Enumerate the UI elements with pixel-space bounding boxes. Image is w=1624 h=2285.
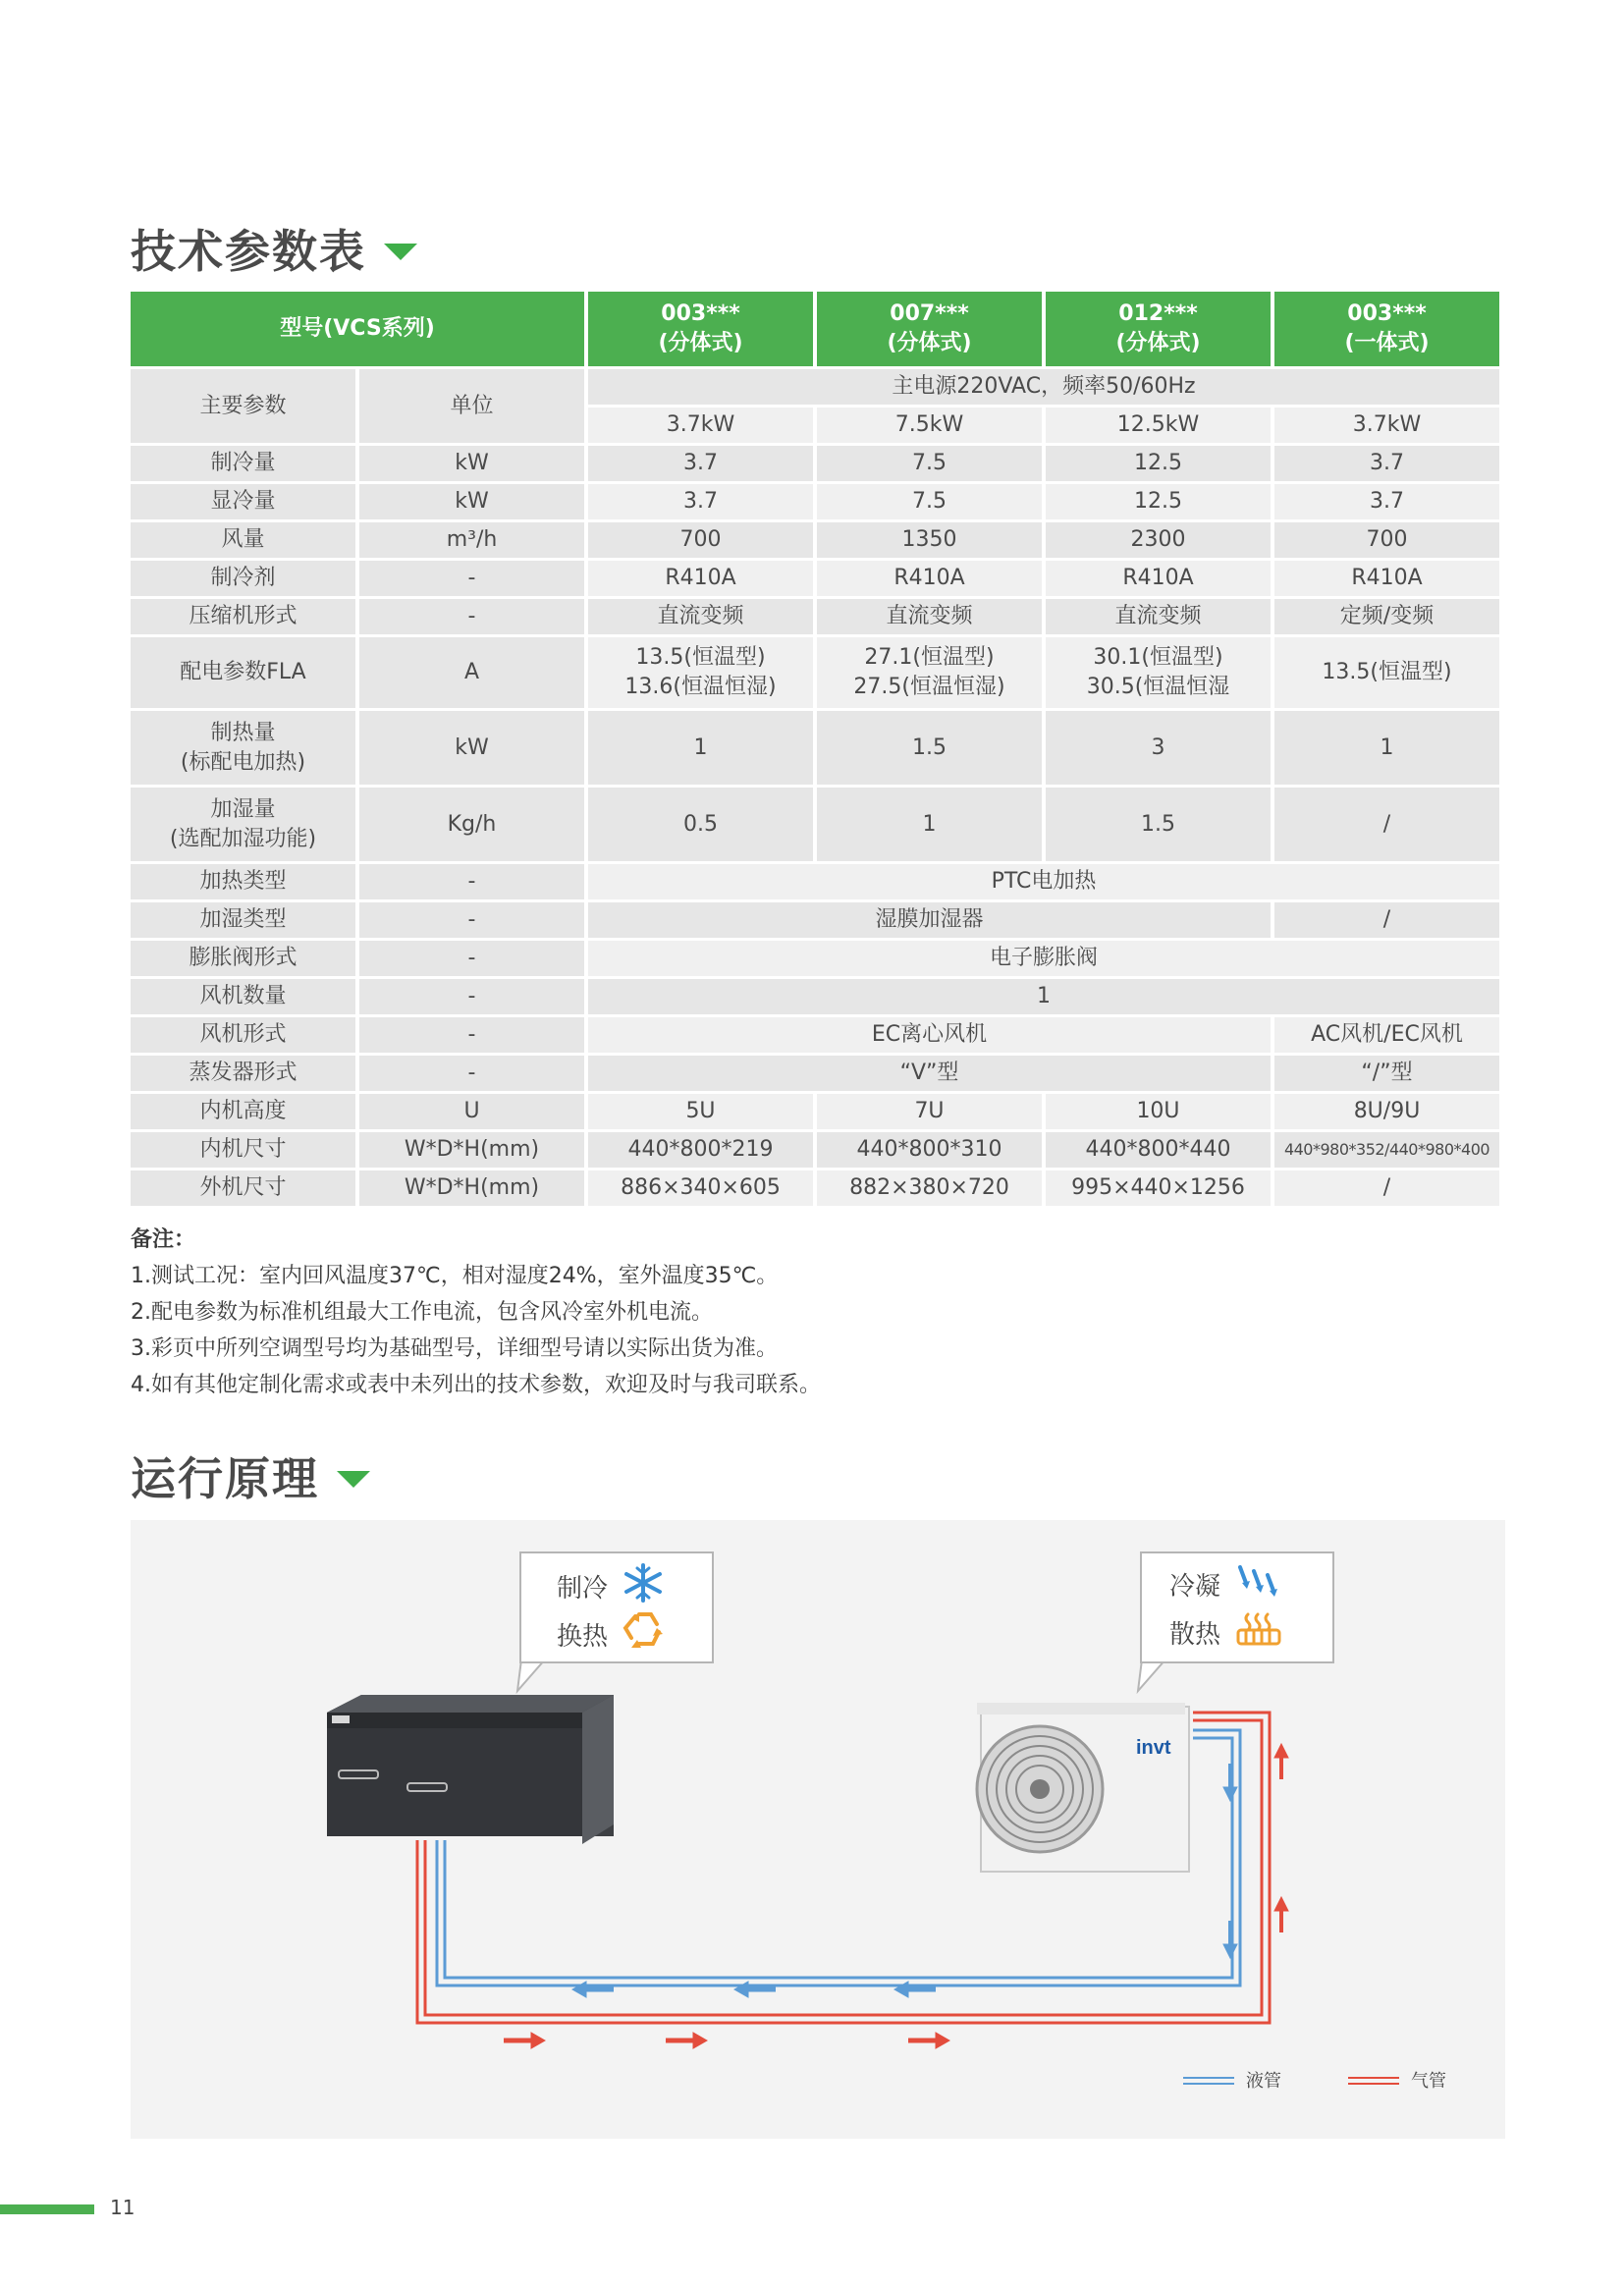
page-number: 11	[110, 2196, 135, 2219]
snowflake-icon	[622, 1563, 665, 1609]
table-cell: 440*980*352/440*980*400	[1274, 1132, 1499, 1168]
callout-pointer	[517, 1659, 545, 1691]
table-cell: 7.5	[817, 446, 1042, 481]
label-line: (选配加湿功能)	[169, 826, 317, 851]
section-title-principle-text: 运行原理	[131, 1452, 319, 1505]
table-cell: 886×340×605	[588, 1170, 813, 1206]
indoor-unit	[327, 1695, 614, 1844]
table-cell: 440*800*310	[817, 1132, 1042, 1168]
cell-line: 30.1(恒温型)	[1093, 645, 1223, 670]
label-line: 加湿量	[210, 796, 276, 822]
spec-table	[127, 289, 1503, 1209]
table-row	[131, 1056, 1499, 1091]
col-code: 007***	[890, 301, 969, 326]
table-cell: 1	[817, 788, 1042, 861]
row-unit: kW	[359, 711, 584, 785]
table-row	[131, 864, 1499, 899]
legend-liquid-label: 液管	[1246, 2071, 1281, 2092]
col-header-3	[1046, 292, 1271, 366]
cell-line: 30.5(恒温恒湿	[1086, 675, 1230, 699]
row-label: 显冷量	[131, 484, 355, 519]
row-unit: W*D*H(mm)	[359, 1132, 584, 1168]
row-unit: -	[359, 864, 584, 899]
row-label: 风机形式	[131, 1017, 355, 1053]
notes-title: 备注：	[131, 1227, 196, 1252]
table-row	[131, 561, 1499, 596]
footer-accent-bar	[0, 2204, 94, 2214]
row-unit: -	[359, 1017, 584, 1053]
table-cell: 882×380×720	[817, 1170, 1042, 1206]
table-row	[131, 788, 1499, 861]
table-cell: 0.5	[588, 788, 813, 861]
table-cell: “/”型	[1274, 1056, 1499, 1091]
note-item: 3.彩页中所列空调型号均为基础型号，详细型号请以实际出货为准。	[131, 1336, 778, 1361]
callout-label: 换热	[557, 1622, 609, 1652]
table-cell: 700	[588, 522, 813, 558]
table-header-row	[131, 292, 1499, 366]
table-cell: 直流变频	[1046, 599, 1271, 634]
table-row	[131, 902, 1499, 938]
outdoor-callout	[1140, 1551, 1334, 1663]
row-unit: m³/h	[359, 522, 584, 558]
indoor-callout	[519, 1551, 714, 1663]
callout-label: 冷凝	[1169, 1572, 1221, 1602]
table-cell: 电子膨胀阀	[588, 941, 1499, 976]
table-cell: EC离心风机	[588, 1017, 1271, 1053]
callout-row	[1169, 1610, 1283, 1655]
col-type: (一体式)	[1344, 331, 1430, 355]
recycle-icon	[622, 1610, 665, 1659]
table-cell: 12.5	[1046, 446, 1271, 481]
legend	[1183, 2078, 1399, 2084]
table-cell: 3.7	[1274, 484, 1499, 519]
table-cell: 12.5	[1046, 484, 1271, 519]
principle-diagram	[131, 1520, 1505, 2139]
cell-line: 27.1(恒温型)	[864, 645, 995, 670]
table-cell	[817, 637, 1042, 708]
table-cell: 8U/9U	[1274, 1094, 1499, 1129]
row-unit: kW	[359, 446, 584, 481]
section-title-specs-text: 技术参数表	[131, 225, 366, 278]
brand-logo: invt	[1136, 1737, 1171, 1759]
table-cell: PTC电加热	[588, 864, 1499, 899]
row-unit: Kg/h	[359, 788, 584, 861]
callout-row	[557, 1610, 665, 1659]
row-label: 膨胀阀形式	[131, 941, 355, 976]
table-cell	[1274, 637, 1499, 708]
row-label: 压缩机形式	[131, 599, 355, 634]
table-row	[131, 1017, 1499, 1053]
table-cell	[588, 637, 813, 708]
outdoor-unit	[977, 1703, 1189, 1872]
callout-pointer	[1138, 1659, 1165, 1691]
table-cell: 3	[1046, 711, 1271, 785]
row-label: 风量	[131, 522, 355, 558]
section-title-specs	[131, 216, 417, 281]
row-label: 配电参数FLA	[131, 637, 355, 708]
unit-label: 单位	[359, 369, 584, 443]
table-cell: 湿膜加湿器	[588, 902, 1271, 938]
chevron-down-icon	[384, 244, 417, 260]
row-label: 蒸发器形式	[131, 1056, 355, 1091]
table-row	[131, 1170, 1499, 1206]
table-row	[131, 941, 1499, 976]
model-header: 型号(VCS系列)	[131, 292, 584, 366]
table-cell: 2300	[1046, 522, 1271, 558]
col-type: (分体式)	[1115, 331, 1201, 355]
table-cell: AC风机/EC风机	[1274, 1017, 1499, 1053]
note-item: 4.如有其他定制化需求或表中未列出的技术参数，欢迎及时与我司联系。	[131, 1373, 821, 1397]
table-row	[131, 599, 1499, 634]
table-cell: 440*800*440	[1046, 1132, 1271, 1168]
table-cell: 1	[1274, 711, 1499, 785]
table-cell: 7U	[817, 1094, 1042, 1129]
chevron-down-icon	[337, 1471, 370, 1488]
table-cell: R410A	[1274, 561, 1499, 596]
row-unit: U	[359, 1094, 584, 1129]
table-cell: /	[1274, 788, 1499, 861]
cell-line: 13.5(恒温型)	[1322, 660, 1452, 684]
table-cell: 700	[1274, 522, 1499, 558]
table-cell: 1350	[817, 522, 1042, 558]
col-header-1	[588, 292, 813, 366]
table-cell: 3.7	[1274, 446, 1499, 481]
cell-line: 13.5(恒温型)	[635, 645, 766, 670]
table-cell: 3.7	[588, 446, 813, 481]
table-cell: R410A	[588, 561, 813, 596]
row-label: 内机高度	[131, 1094, 355, 1129]
table-cell: /	[1274, 902, 1499, 938]
table-cell: 1	[588, 979, 1499, 1014]
table-row	[131, 1094, 1499, 1129]
notes	[131, 1222, 821, 1403]
row-label	[131, 711, 355, 785]
row-unit: -	[359, 979, 584, 1014]
table-cell: 1.5	[817, 711, 1042, 785]
table-cell: 1	[588, 711, 813, 785]
table-cell: 5U	[588, 1094, 813, 1129]
row-unit: -	[359, 941, 584, 976]
airflow-icon	[1234, 1563, 1283, 1605]
legend-gas-label: 气管	[1411, 2071, 1446, 2092]
table-cell: R410A	[817, 561, 1042, 596]
table-cell: 7.5	[817, 484, 1042, 519]
power-supply: 主电源220VAC，频率50/60Hz	[588, 369, 1499, 405]
row-label: 风机数量	[131, 979, 355, 1014]
table-cell: 10U	[1046, 1094, 1271, 1129]
col-header-2	[817, 292, 1042, 366]
table-row	[131, 637, 1499, 708]
cell-line: 13.6(恒温恒湿)	[624, 675, 777, 699]
table-cell: 12.5kW	[1046, 408, 1271, 443]
callout-label: 制冷	[557, 1574, 609, 1604]
col-header-4	[1274, 292, 1499, 366]
table-cell: R410A	[1046, 561, 1271, 596]
table-row	[131, 484, 1499, 519]
label-line: (标配电加热)	[180, 749, 306, 775]
table-cell: 7.5kW	[817, 408, 1042, 443]
table-cell: 3.7kW	[1274, 408, 1499, 443]
row-unit: A	[359, 637, 584, 708]
note-item: 1.测试工况：室内回风温度37℃，相对湿度24%，室外温度35℃。	[131, 1264, 779, 1288]
table-cell: “V”型	[588, 1056, 1271, 1091]
col-type: (分体式)	[887, 331, 972, 355]
row-unit: -	[359, 599, 584, 634]
row-label	[131, 788, 355, 861]
row-label: 制冷剂	[131, 561, 355, 596]
table-cell	[1046, 637, 1271, 708]
callout-row	[1169, 1563, 1283, 1605]
table-cell: 3.7kW	[588, 408, 813, 443]
table-row	[131, 522, 1499, 558]
row-unit: W*D*H(mm)	[359, 1170, 584, 1206]
table-cell: /	[1274, 1170, 1499, 1206]
heat-icon	[1234, 1610, 1283, 1655]
callout-row	[557, 1563, 665, 1609]
cell-line: 27.5(恒温恒湿)	[853, 675, 1005, 699]
row-label: 外机尺寸	[131, 1170, 355, 1206]
table-cell: 440*800*219	[588, 1132, 813, 1168]
row-unit: -	[359, 1056, 584, 1091]
col-type: (分体式)	[658, 331, 743, 355]
row-unit: -	[359, 561, 584, 596]
note-item: 2.配电参数为标准机组最大工作电流，包含风冷室外机电流。	[131, 1300, 713, 1325]
row-unit: kW	[359, 484, 584, 519]
table-row	[131, 711, 1499, 785]
table-row	[131, 979, 1499, 1014]
row-label: 加湿类型	[131, 902, 355, 938]
col-code: 003***	[1347, 301, 1427, 326]
col-code: 012***	[1118, 301, 1198, 326]
section-title-principle	[131, 1443, 370, 1508]
table-cell: 定频/变频	[1274, 599, 1499, 634]
row-unit: -	[359, 902, 584, 938]
table-cell: 3.7	[588, 484, 813, 519]
col-code: 003***	[661, 301, 740, 326]
table-cell: 直流变频	[817, 599, 1042, 634]
row-label: 加热类型	[131, 864, 355, 899]
table-row	[131, 369, 1499, 405]
table-cell: 1.5	[1046, 788, 1271, 861]
main-params-label: 主要参数	[131, 369, 355, 443]
label-line: 制热量	[210, 720, 276, 745]
table-cell: 995×440×1256	[1046, 1170, 1271, 1206]
callout-label: 散热	[1169, 1620, 1221, 1650]
table-row	[131, 446, 1499, 481]
table-row	[131, 1132, 1499, 1168]
row-label: 内机尺寸	[131, 1132, 355, 1168]
row-label: 制冷量	[131, 446, 355, 481]
table-cell: 直流变频	[588, 599, 813, 634]
